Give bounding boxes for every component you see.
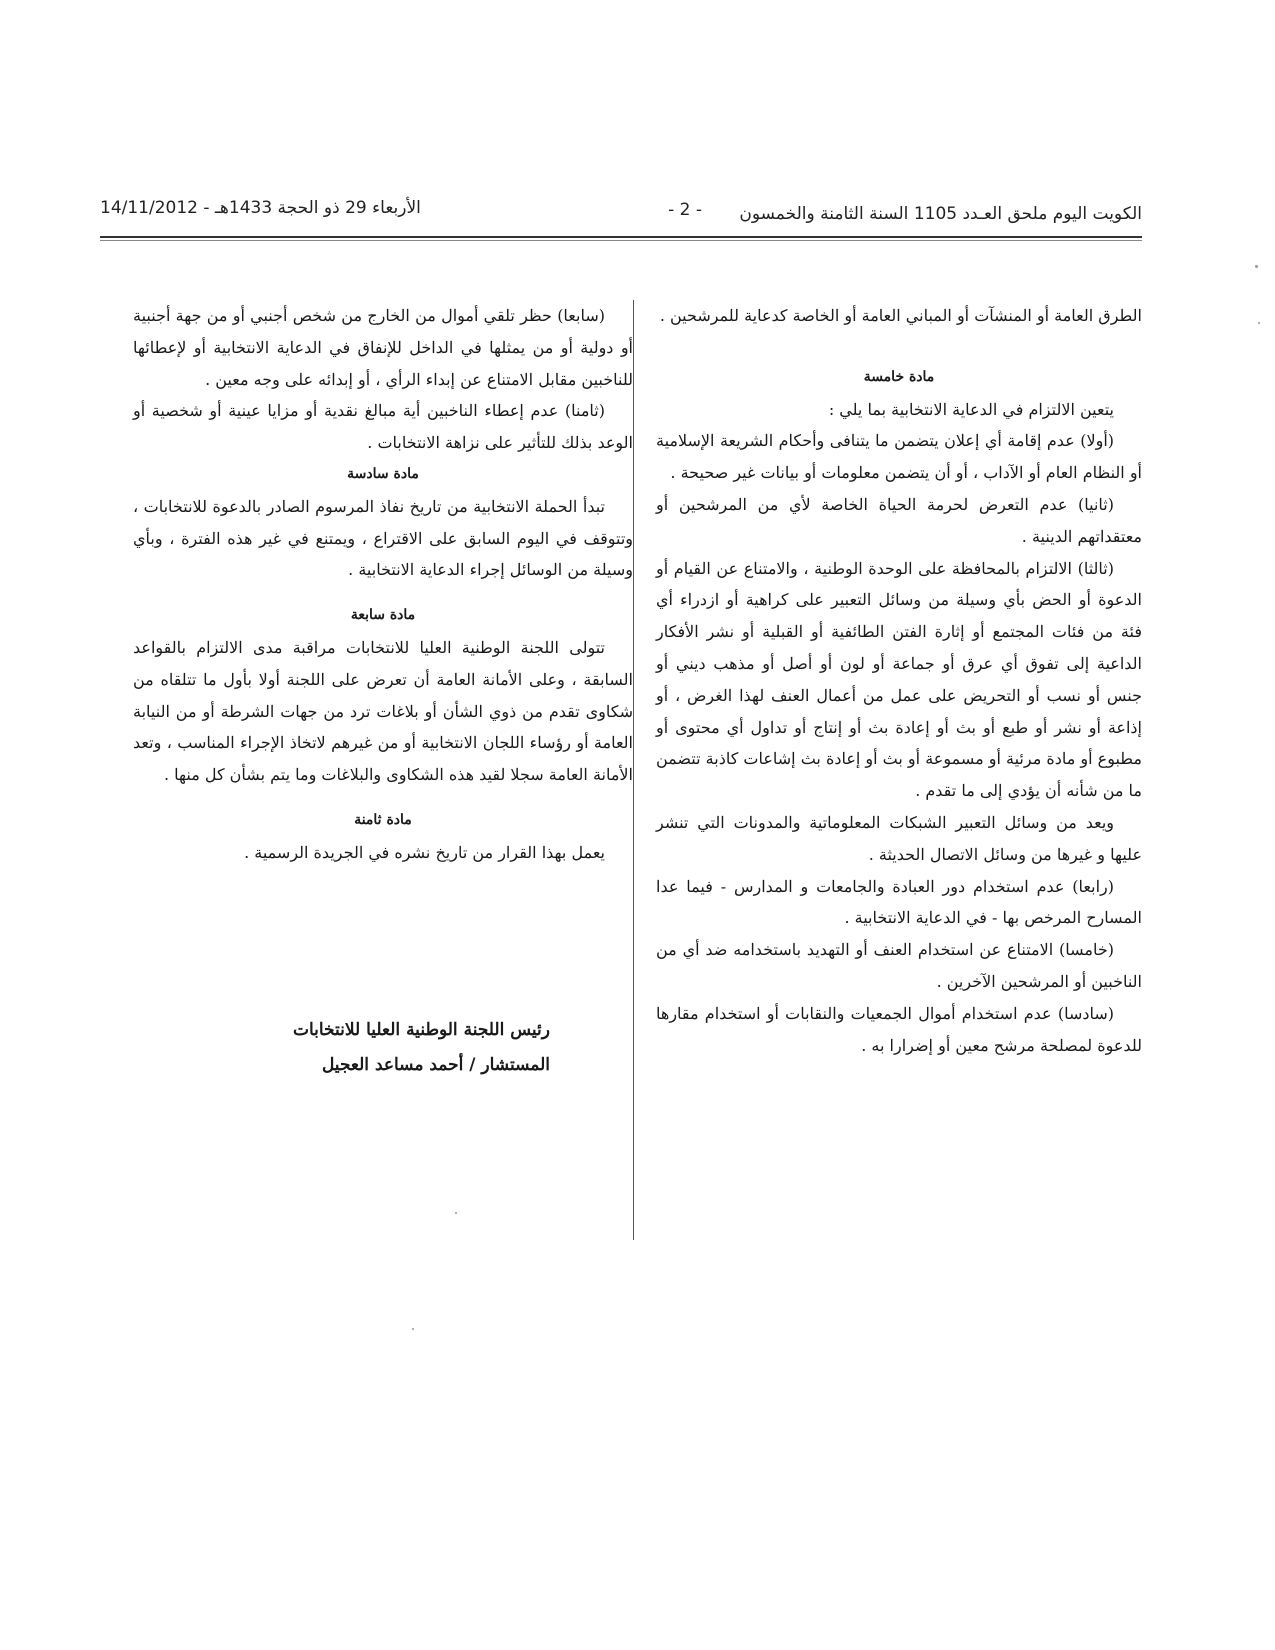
issue-date: الأربعاء 29 ذو الحجة 1433هـ - 14/11/2012 <box>100 198 421 218</box>
article8-text: يعمل بهذا القرار من تاريخ نشره في الجريدة الرسمية . <box>244 842 605 862</box>
scan-speck <box>1255 265 1258 268</box>
article6-text: تبدأ الحملة الانتخابية من تاريخ نفاذ المرسوم الصادر بالدعوة للانتخابات ، وتتوقف في اليوم السابق على الاقتراع ، ويمتنع في غير هذه الفترة ، وبأي وسيلة من الوسائل إجراء الدعاية الانتخابية . <box>133 496 633 580</box>
article5-item-1: (أولا) عدم إقامة أي إعلان يتضمن ما يتنافى وأحكام الشريعة الإسلامية أو النظام العام أو الآداب ، أو أن يتضمن معلومات أو بيانات غير صحيحة . <box>656 431 1142 483</box>
page-number: - 2 - <box>668 200 702 220</box>
intro-paragraph: الطرق العامة أو المنشآت أو المباني العامة أو الخاصة كدعاية للمرشحين . <box>659 306 1142 325</box>
column-divider <box>633 300 634 1240</box>
article5-heading: مادة خامسة <box>863 368 935 385</box>
signature-block <box>293 1013 550 1083</box>
article8-heading: مادة ثامنة <box>354 811 412 828</box>
article7-heading: مادة سابعة <box>350 607 416 624</box>
left-column <box>133 300 633 869</box>
publication-title: الكويت اليوم ملحق العـدد 1105 السنة الثامنة والخمسون <box>739 204 1142 224</box>
signatory-name: المستشار / أحمد مساعد العجيل <box>321 1055 550 1075</box>
article5-item-3-note: ويعد من وسائل التعبير الشبكات المعلوماتية والمدونات التي تنشر عليها و غيرها من وسائل الاتصال الحديثة . <box>656 812 1142 864</box>
article7-text: تتولى اللجنة الوطنية العليا للانتخابات مراقبة مدى الالتزام بالقواعد السابقة ، وعلى الأمانة العامة أن تعرض على اللجنة أولا بأول ما تتلقاه من شكاوى تقدم من ذوي الشأن أو بلاغات ترد من جهات الشرطة أو من النيابة العامة أو رؤساء اللجان الانتخابية أو من غيرهم لاتخاذ الإجراء المناسب ، وتعد الأمانة العامة سجلا لقيد هذه الشكاوى والبلاغات وما يتم بشأن كل منها . <box>133 637 633 785</box>
header-rule <box>100 236 1142 241</box>
article5-item-8: (ثامنا) عدم إعطاء الناخبين أية مبالغ نقدية أو مزايا عينية أو شخصية أو الوعد بذلك للتأثير على نزاهة الانتخابات . <box>133 401 633 453</box>
scan-speck <box>412 1328 414 1330</box>
article6-heading: مادة سادسة <box>347 465 419 482</box>
scan-speck <box>455 1212 457 1214</box>
article5-item-4: (رابعا) عدم استخدام دور العبادة والجامعات و المدارس - فيما عدا المسارح المرخص بها - في الدعاية الانتخابية . <box>656 876 1142 928</box>
right-column <box>656 300 1142 1061</box>
article5-item-6: (سادسا) عدم استخدام أموال الجمعيات والنقابات أو استخدام مقارها للدعوة لمصلحة مرشح معين أو إضرارا به . <box>656 1003 1142 1055</box>
page-header <box>100 190 1142 234</box>
signatory-title: رئيس اللجنة الوطنية العليا للانتخابات <box>292 1020 550 1040</box>
article5-item-5: (خامسا) الامتناع عن استخدام العنف أو التهديد باستخدامه ضد أي من الناخبين أو المرشحين الآخرين . <box>656 940 1142 991</box>
article5-item-2: (ثانيا) عدم التعرض لحرمة الحياة الخاصة لأي من المرشحين أو معتقداتهم الدينية . <box>656 494 1142 546</box>
article5-item-3: (ثالثا) الالتزام بالمحافظة على الوحدة الوطنية ، والامتناع عن القيام أو الدعوة أو الحض بأي وسيلة من وسائل التعبير على كراهية أو ازدراء أي فئة من فئات المجتمع أو إثارة الفتن الطائفية أو القبلية أو نشر الأفكار الداعية إلى تفوق أي عرق أو جماعة أو لون أو أصل أو مذهب ديني أو جنس أو نسب أو التحريض على عمل من أعمال العنف لهذا الغرض ، أو إذاعة أو نشر أو طبع أو بث أو إعادة بث أو إنتاج أو تداول أي محتوى أو مطبوع أو مادة مرئية أو مسموعة أو بث أو إعادة بث إشاعات كاذبة تتضمن ما من شأنه أن يؤدي إلى ما تقدم . <box>656 558 1142 801</box>
article5-lead: يتعين الالتزام في الدعاية الانتخابية بما يلي : <box>828 399 1114 419</box>
scan-speck <box>1258 322 1260 324</box>
article5-item-7: (سابعا) حظر تلقي أموال من الخارج من شخص أجنبي أو من جهة أجنبية أو دولية أو من يمثلها في الداخل للإنفاق في الدعاية الانتخابية أو لإعطائها للناخبين مقابل الامتناع عن إبداء الرأي ، أو إبدائه على وجه معين . <box>133 306 633 389</box>
